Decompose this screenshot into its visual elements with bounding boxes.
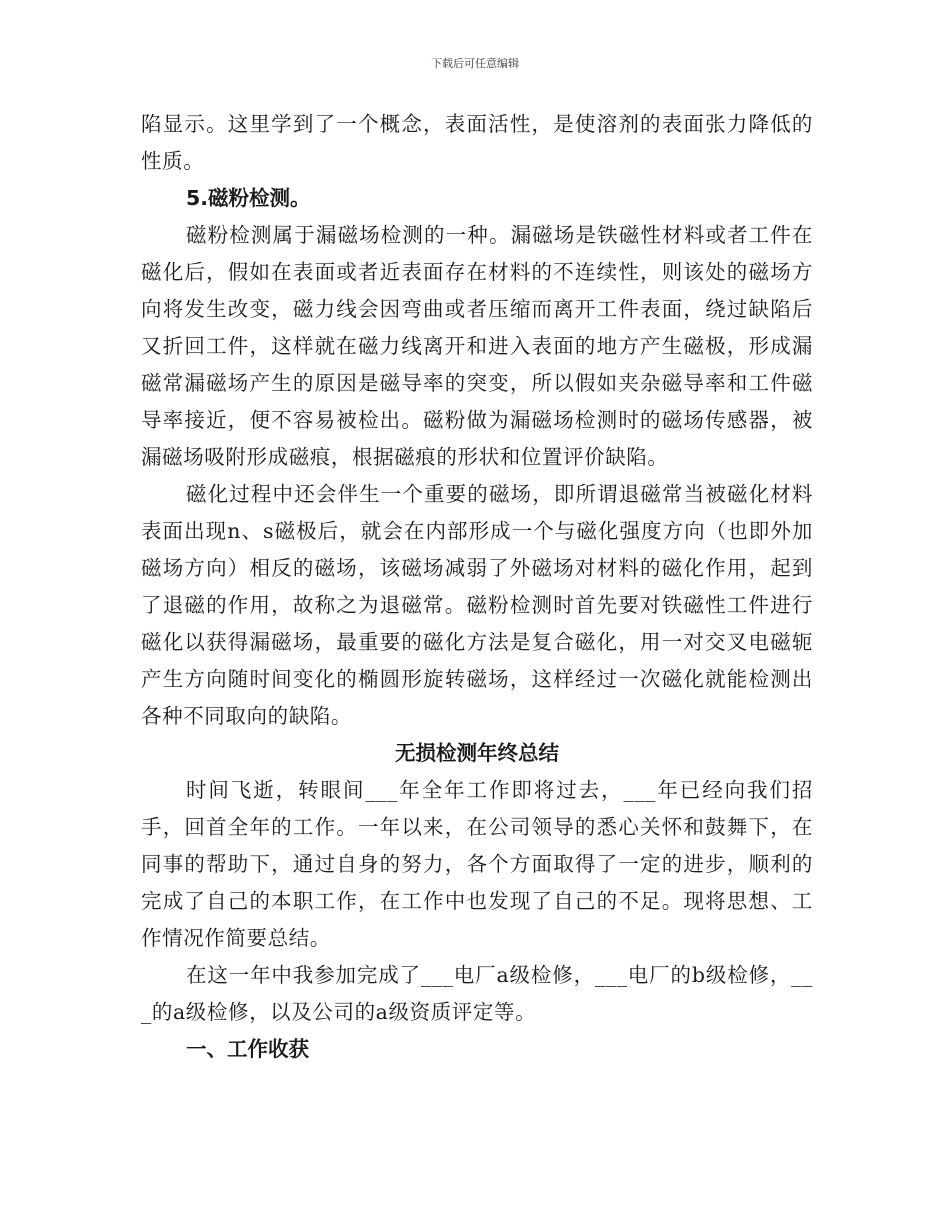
paragraph-penetrant-continuation: 陷显示。这里学到了一个概念，表面活性，是使溶剂的表面张力降低的性质。 [141,112,813,173]
section-heading-magnetic-particle: 5.磁粉检测。 [186,186,311,210]
section-heading-work-gains: 一、工作收获 [186,1037,309,1061]
paragraph-year-intro: 时间飞逝，转眼间___年全年工作即将过去，___年已经向我们招手，回首全年的工作。一年以来，在公司领导的悉心关怀和鼓舞下，在同事的帮助下，通过自身的努力，各个方面取得了一定的进步，顺利的完成了自己的本职工作，在工作中也发现了自己的不足。现将思想、工作情况作简要总结。 [141,778,813,950]
paragraph-magnetic-leakage: 磁粉检测属于漏磁场检测的一种。漏磁场是铁磁性材料或者工件在磁化后，假如在表面或者近表面存在材料的不连续性，则该处的磁场方向将发生改变，磁力线会因弯曲或者压缩而离开工件表面，绕过缺陷后又折回工件，这样就在磁力线离开和进入表面的地方产生磁极，形成漏磁常漏磁场产生的原因是磁导率的突变，所以假如夹杂磁导率和工件磁导率接近，便不容易被检出。磁粉做为漏磁场检测时的磁场传感器，被漏磁场吸附形成磁痕，根据磁痕的形状和位置评价缺陷。 [141,223,813,469]
document-title: 无损检测年终总结 [395,741,559,765]
page-header-note: 下载后可任意编辑 [431,57,519,70]
paragraph-projects: 在这一年中我参加完成了___电厂a级检修，___电厂的b级检修，___的a级检修，以及公司的a级资质评定等。 [141,963,813,1024]
document-body [141,106,813,1068]
paragraph-demagnetization: 磁化过程中还会伴生一个重要的磁场，即所谓退磁常当被磁化材料表面出现n、s磁极后，就会在内部形成一个与磁化强度方向（也即外加磁场方向）相反的磁场，该磁场减弱了外磁场对材料的磁化作用，起到了退磁的作用，故称之为退磁常。磁粉检测时首先要对铁磁性工件进行磁化以获得漏磁场，最重要的磁化方法是复合磁化，用一对交叉电磁轭产生方向随时间变化的椭圆形旋转磁场，这样经过一次磁化就能检测出各种不同取向的缺陷。 [141,482,813,728]
